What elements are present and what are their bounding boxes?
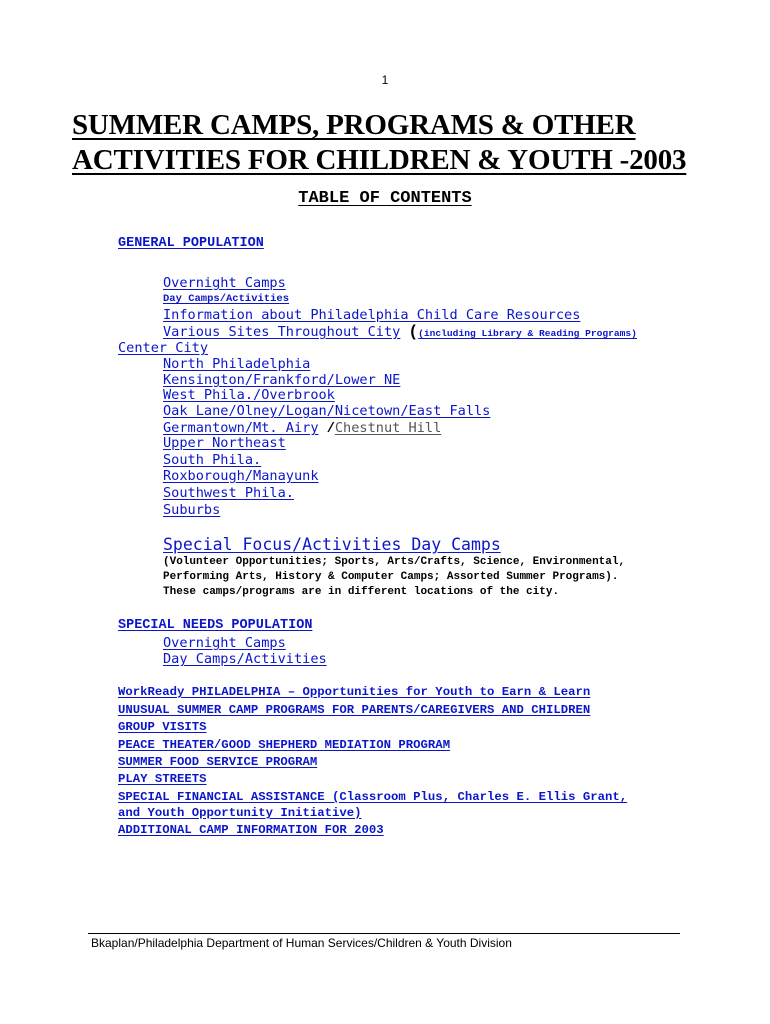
desc-line-2: Performing Arts, History & Computer Camps; Assorted Summer Programs).: [163, 571, 619, 583]
link-child-care-info[interactable]: Information about Philadelphia Child Care Resources: [163, 307, 581, 323]
page-number: 1: [381, 73, 389, 87]
link-area-oak-lane[interactable]: Oak Lane/Olney/Logan/Nicetown/East Falls: [163, 403, 491, 419]
link-special-focus[interactable]: Special Focus/Activities Day Camps: [163, 535, 501, 554]
link-summer-food[interactable]: SUMMER FOOD SERVICE PROGRAM: [118, 755, 318, 769]
link-special-needs-overnight[interactable]: Overnight Camps: [163, 635, 286, 651]
link-area-suburbs[interactable]: Suburbs: [163, 502, 221, 518]
footer-text: Bkaplan/Philadelphia Department of Human Services/Children & Youth Division: [91, 936, 512, 950]
link-day-camps[interactable]: Day Camps/Activities: [163, 293, 290, 305]
desc-line-3: These camps/programs are in different locations of the city.: [163, 586, 560, 598]
link-financial-assistance-2[interactable]: and Youth Opportunity Initiative): [118, 806, 362, 820]
link-center-city[interactable]: Center City: [118, 340, 209, 356]
link-play-streets[interactable]: PLAY STREETS: [118, 772, 207, 786]
link-area-germantown[interactable]: Germantown/Mt. Airy: [163, 420, 319, 436]
link-group-visits[interactable]: GROUP VISITS: [118, 720, 207, 734]
link-financial-assistance-1[interactable]: SPECIAL FINANCIAL ASSISTANCE (Classroom Plus, Charles E. Ellis Grant,: [118, 790, 628, 804]
link-area-north-phila[interactable]: North Philadelphia: [163, 356, 311, 372]
footer-divider: [88, 933, 680, 934]
various-sites-row: [163, 323, 637, 341]
link-area-southwest-phila[interactable]: Southwest Phila.: [163, 485, 294, 501]
slash-separator: /: [326, 422, 335, 437]
special-focus-description: [163, 555, 625, 600]
link-overnight-camps[interactable]: Overnight Camps: [163, 275, 286, 291]
link-area-kensington[interactable]: Kensington/Frankford/Lower NE: [163, 372, 401, 388]
link-library-reading[interactable]: (including Library & Reading Programs): [418, 328, 637, 339]
link-workready[interactable]: WorkReady PHILADELPHIA – Opportunities for Youth to Earn & Learn: [118, 685, 591, 699]
link-general-population[interactable]: GENERAL POPULATION: [118, 236, 264, 251]
link-special-needs[interactable]: SPECIAL NEEDS POPULATION: [118, 618, 313, 633]
link-special-needs-day-camps[interactable]: Day Camps/Activities: [163, 651, 327, 667]
link-additional-info[interactable]: ADDITIONAL CAMP INFORMATION FOR 2003: [118, 823, 384, 837]
title-line-2: ACTIVITIES FOR CHILDREN & YOUTH -2003: [72, 144, 687, 176]
toc-heading: TABLE OF CONTENTS: [298, 189, 472, 208]
link-area-roxborough[interactable]: Roxborough/Manayunk: [163, 468, 319, 484]
link-area-chestnut-hill[interactable]: Chestnut Hill: [334, 420, 442, 436]
link-various-sites[interactable]: Various Sites Throughout City: [163, 324, 401, 340]
page-title: [72, 108, 712, 178]
paren-open: (: [408, 323, 419, 341]
link-area-upper-northeast[interactable]: Upper Northeast: [163, 435, 286, 451]
link-area-west-phila[interactable]: West Phila./Overbrook: [163, 387, 335, 403]
title-line-1: SUMMER CAMPS, PROGRAMS & OTHER: [72, 109, 636, 141]
desc-line-1: (Volunteer Opportunities; Sports, Arts/Crafts, Science, Environmental,: [163, 556, 626, 568]
link-peace-theater[interactable]: PEACE THEATER/GOOD SHEPHERD MEDIATION PROGRAM: [118, 738, 451, 752]
link-area-south-phila[interactable]: South Phila.: [163, 452, 262, 468]
link-unusual-camps[interactable]: UNUSUAL SUMMER CAMP PROGRAMS FOR PARENTS/CAREGIVERS AND CHILDREN: [118, 703, 591, 717]
